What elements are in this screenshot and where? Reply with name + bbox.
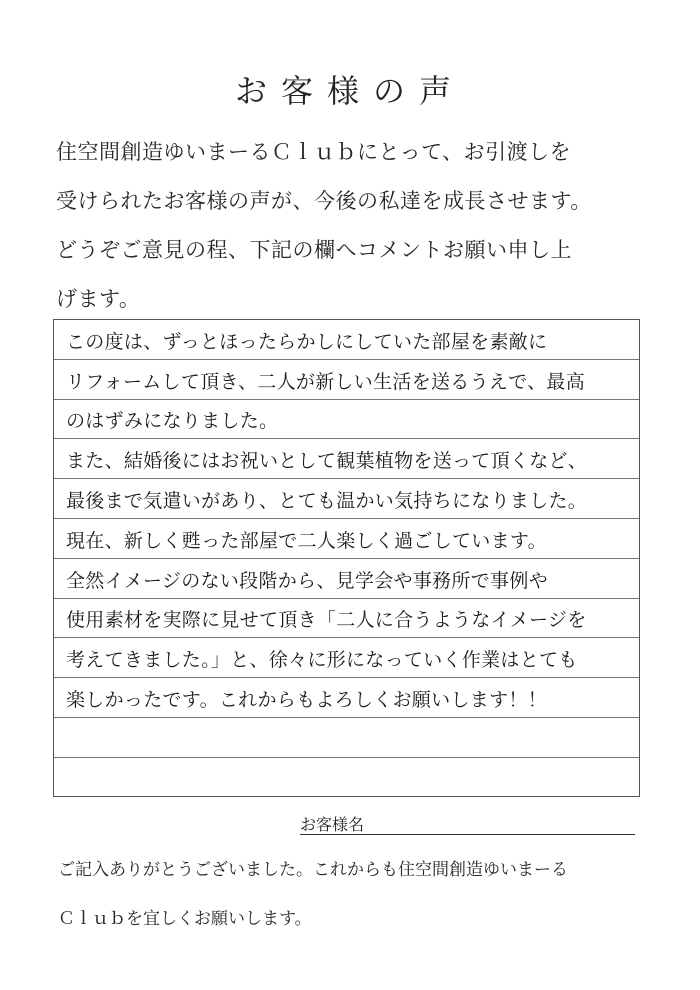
comment-text: 考えてきました。」と、徐々に形になっていく作業はとても	[66, 649, 578, 672]
intro-line: 受けられたお客様の声が、今後の私達を成長させます。	[56, 189, 592, 213]
comment-line	[54, 360, 639, 400]
comment-text: 現在、新しく甦った部屋で二人楽しく過ごしています。	[66, 529, 547, 552]
comment-line	[54, 519, 639, 559]
comment-text: この度は、ずっとほったらかしにしていた部屋を素敵に	[66, 330, 548, 353]
comment-line	[54, 439, 639, 479]
intro-line: 住空間創造ゆいまーるＣｌｕｂにとって、お引渡しを	[56, 140, 572, 164]
footer-text	[58, 846, 658, 944]
intro-text	[56, 128, 656, 324]
comment-line	[54, 320, 639, 360]
comment-text: 楽しかったです。これからもよろしくお願いします！！	[66, 688, 547, 711]
comment-text: のはずみになりました。	[66, 410, 279, 433]
comment-line	[54, 718, 639, 758]
comment-text: 全然イメージのない段階から、見学会や事務所で事例や	[66, 569, 548, 592]
comment-line	[54, 400, 639, 440]
comment-line	[54, 678, 639, 718]
customer-name-line	[300, 834, 635, 835]
comment-text: また、結婚後にはお祝いとして観葉植物を送って頂くなど、	[66, 450, 588, 473]
footer-line: Ｃｌｕｂを宜しくお願いします。	[58, 909, 312, 929]
comment-text: リフォームして頂き、二人が新しい生活を送るうえで、最高	[66, 370, 586, 393]
page-title: お客様の声	[234, 72, 465, 110]
comment-box	[53, 319, 640, 797]
comment-line	[54, 479, 639, 519]
comment-text: 使用素材を実際に見せて頂き「二人に合うようなイメージを	[66, 609, 587, 632]
customer-name-label: お客様名	[300, 815, 365, 834]
footer-line: ご記入ありがとうございました。これからも住空間創造ゆいまーる	[58, 860, 568, 880]
intro-line: どうぞご意見の程、下記の欄へコメントお願い申し上	[56, 238, 572, 262]
comment-text: 最後まで気遣いがあり、とても温かい気持ちになりました。	[66, 489, 588, 512]
comment-line	[54, 559, 639, 599]
comment-line	[54, 758, 639, 798]
comment-line	[54, 638, 639, 678]
intro-line: げます。	[56, 287, 141, 311]
comment-line	[54, 599, 639, 639]
